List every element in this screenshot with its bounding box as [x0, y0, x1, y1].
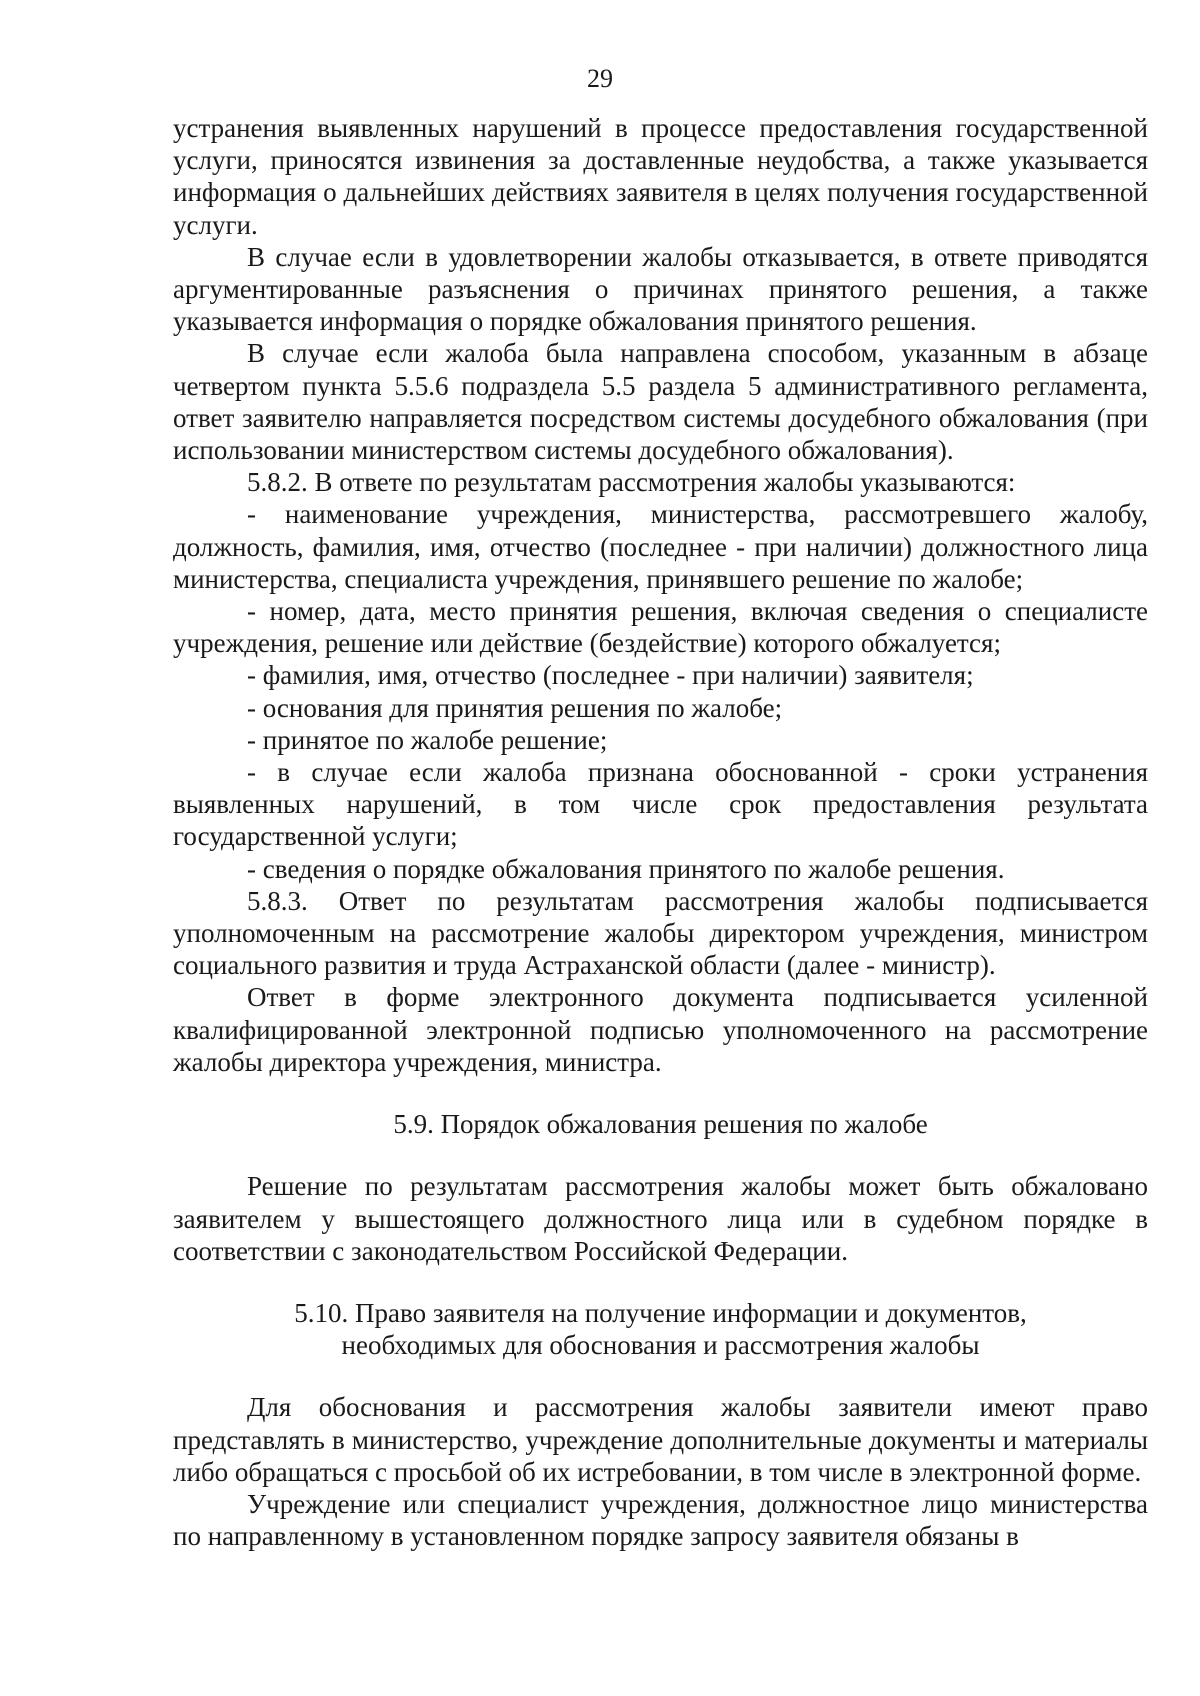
section-heading: 5.9. Порядок обжалования решения по жалобе: [393, 1109, 928, 1140]
list-item: - сведения о порядке обжалования принятого по жалобе решения.: [247, 853, 1005, 884]
paragraph: Решение по результатам рассмотрения жалобы может быть обжаловано заявителем у вышестоящего должностного лица или в судебном порядке в соответствии с законодательством Российской Федерации.: [173, 1171, 1148, 1266]
list-item: - принятое по жалобе решение;: [247, 724, 608, 755]
paragraph: Учреждение или специалист учреждения, должностное лицо министерства по направленному в установленном порядке запросу заявителя обязаны в: [173, 1488, 1148, 1552]
document-body: [173, 112, 1148, 1552]
paragraph: Ответ в форме электронного документа подписывается усиленной квалифицированной электронной подписью уполномоченного на рассмотрение жалобы директора учреждения, министра.: [173, 982, 1148, 1077]
paragraph: устранения выявленных нарушений в процессе предоставления государственной услуги, приносятся извинения за доставленные неудобства, а также указывается информация о дальнейших действиях заявителя в целях получения государственной услуги.: [173, 113, 1148, 240]
list-item: - в случае если жалоба признана обоснованной - сроки устранения выявленных нарушений, в том числе срок предоставления результата государственной услуги;: [173, 757, 1148, 852]
list-item: - фамилия, имя, отчество (последнее - при наличии) заявителя;: [247, 660, 974, 691]
paragraph: Для обоснования и рассмотрения жалобы заявители имеют право представлять в министерство, учреждение дополнительные документы и материалы либо обращаться с просьбой об их истребовании, в том числе в электронной форме.: [173, 1392, 1148, 1487]
paragraph: 5.8.3. Ответ по результатам рассмотрения жалобы подписывается уполномоченным на рассмотрение жалобы директором учреждения, министром социального развития и труда Астраханской области (далее - министр).: [173, 885, 1148, 981]
list-item: - наименование учреждения, министерства, рассмотревшего жалобу, должность, фамилия, имя, отчество (последнее - при наличии) должностного лица министерства, специалиста учреждения, принявшего решение по жалобе;: [173, 499, 1148, 594]
paragraph: В случае если в удовлетворении жалобы отказывается, в ответе приводятся аргументированные разъяснения о причинах принятого решения, а также указывается информация о порядке обжалования принятого решения.: [173, 241, 1148, 337]
list-item: - основания для принятия решения по жалобе;: [247, 692, 783, 723]
paragraph: В случае если жалоба была направлена способом, указанным в абзаце четвертом пункта 5.5.6 подраздела 5.5 раздела 5 административного регламента, ответ заявителю направляется посредством системы досудебного обжалования (при использовании министерством системы досудебного обжалования).: [173, 338, 1148, 466]
list-item: - номер, дата, место принятия решения, включая сведения о специалисте учреждения, решение или действие (бездействие) которого обжалуется;: [173, 596, 1148, 659]
section-heading: 5.10. Право заявителя на получение информации и документов, необходимых для обоснования и рассмотрения жалобы: [294, 1297, 1027, 1361]
page-number: 29: [587, 64, 613, 93]
paragraph: 5.8.2. В ответе по результатам рассмотрения жалобы указываются:: [247, 467, 1016, 498]
